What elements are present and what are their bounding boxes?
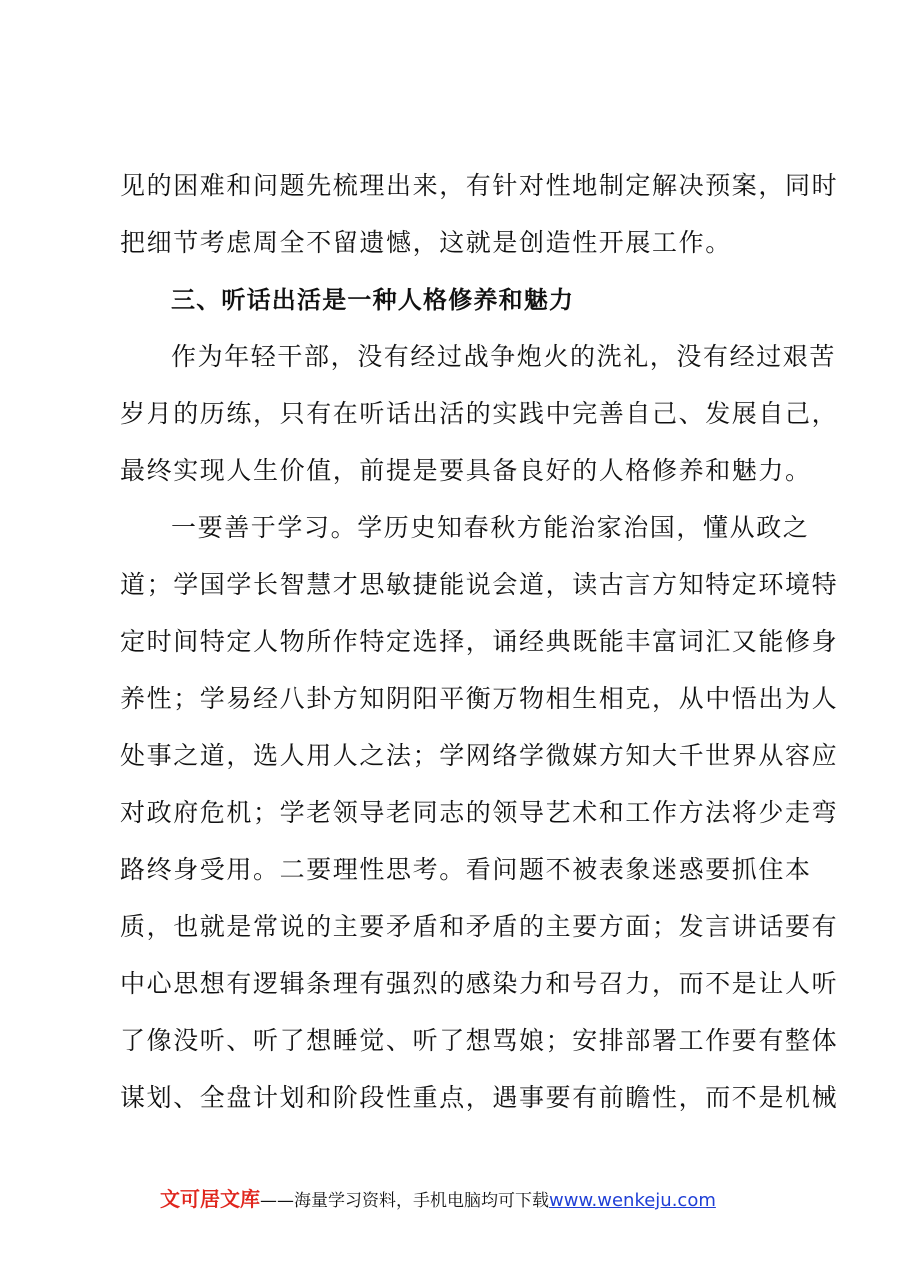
body-line: 对政府危机；学老领导老同志的领导艺术和工作方法将少走弯 (120, 798, 839, 827)
footer-dash: —— (260, 1191, 294, 1211)
body-line: 最终实现人生价值，前提是要具备良好的人格修养和魅力。 (120, 456, 812, 485)
body-line: 路终身受用。二要理性思考。看问题不被表象迷惑要抓住本 (120, 855, 812, 884)
body-line: 质，也就是常说的主要矛盾和矛盾的主要方面；发言讲话要有 (120, 912, 839, 941)
body-line: 一要善于学习。学历史知春秋方能治家治国，懂从政之 (171, 513, 810, 542)
body-line: 养性；学易经八卦方知阴阳平衡万物相生相克，从中悟出为人 (120, 684, 839, 713)
body-line: 把细节考虑周全不留遗憾，这就是创造性开展工作。 (120, 228, 732, 257)
body-line: 中心思想有逻辑条理有强烈的感染力和号召力，而不是让人听 (120, 969, 839, 998)
section-heading: 三、听话出活是一种人格修养和魅力 (171, 286, 575, 314)
body-line: 谋划、全盘计划和阶段性重点，遇事要有前瞻性，而不是机械 (120, 1083, 839, 1112)
footer-site-link[interactable]: www.wenkeju.com (549, 1190, 716, 1211)
body-line: 处事之道，选人用人之法；学网络学微媒方知大千世界从容应 (120, 741, 839, 770)
body-line: 道；学国学长智慧才思敏捷能说会道，读古言方知特定环境特 (120, 570, 839, 599)
body-line: 定时间特定人物所作特定选择，诵经典既能丰富词汇又能修身 (120, 627, 839, 656)
footer-brand: 文可居文库 (160, 1187, 260, 1211)
body-line: 见的困难和问题先梳理出来，有针对性地制定解决预案，同时 (120, 171, 839, 200)
body-line: 作为年轻干部，没有经过战争炮火的洗礼，没有经过艰苦 (171, 342, 837, 371)
footer-slogan: 海量学习资料，手机电脑均可下载 (294, 1191, 549, 1211)
body-line: 岁月的历练，只有在听话出活的实践中完善自己、发展自己， (120, 399, 839, 428)
body-line: 了像没听、听了想睡觉、听了想骂娘；安排部署工作要有整体 (120, 1026, 839, 1055)
footer-banner (160, 1183, 800, 1211)
